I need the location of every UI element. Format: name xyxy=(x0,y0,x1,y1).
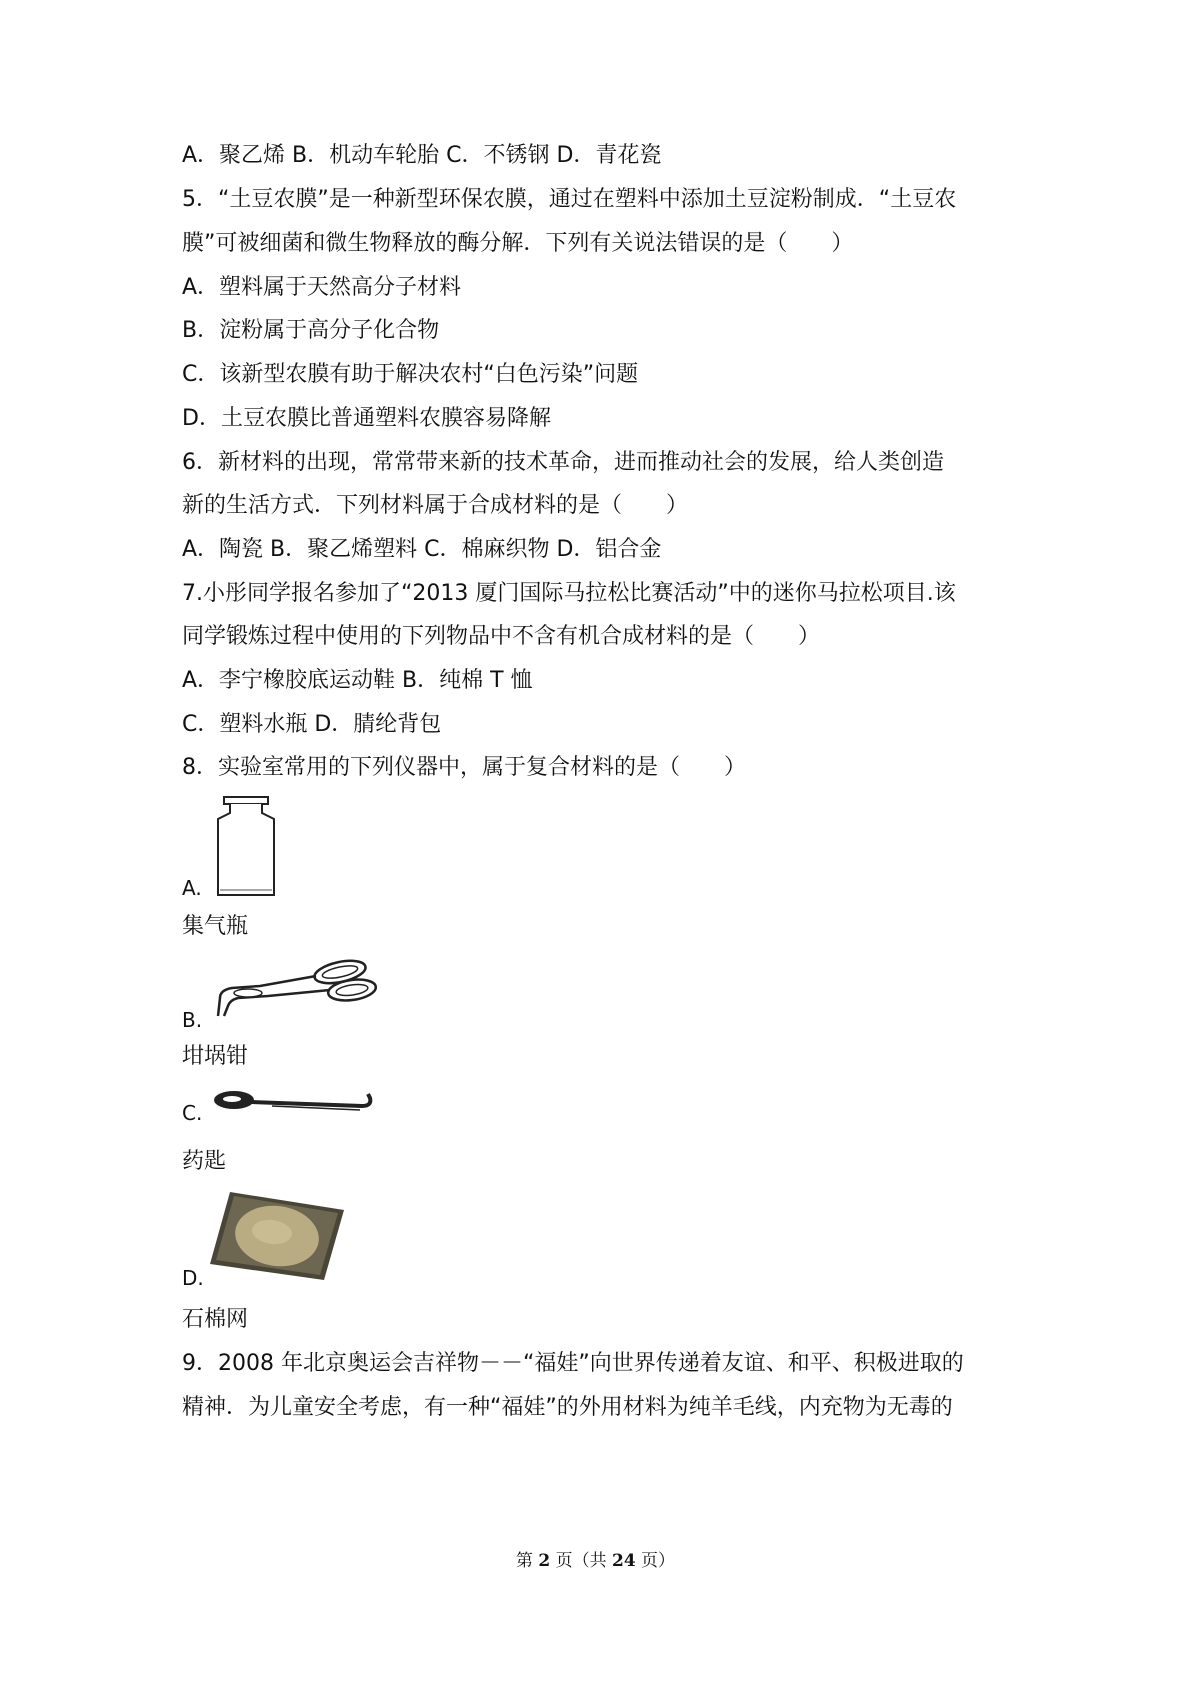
q8-option-c-caption: 药匙 xyxy=(182,1149,227,1174)
question-7-stem: 7.小彤同学报名参加了“2013 厦门国际马拉松比赛活动”中的迷你马拉松项目.该 xyxy=(182,581,956,606)
question-9-stem-cont: 精神．为儿童安全考虑，有一种“福娃”的外用材料为纯羊毛线，内充物为无毒的 xyxy=(182,1395,953,1420)
page-total: 24 xyxy=(611,1551,636,1571)
asbestos-gauze-icon xyxy=(208,1190,346,1282)
question-6-options: A．陶瓷 B．聚乙烯塑料 C．棉麻织物 D．铝合金 xyxy=(182,537,662,562)
question-5-option-d: D．土豆农膜比普通塑料农膜容易降解 xyxy=(182,406,551,431)
page-footer: 第 2 页（共 24 页） xyxy=(515,1551,676,1571)
q8-option-a-letter: A. xyxy=(182,876,202,900)
q8-option-a-caption: 集气瓶 xyxy=(182,914,249,939)
question-5-option-a: A．塑料属于天然高分子材料 xyxy=(182,275,462,300)
medicine-spoon-icon xyxy=(212,1084,380,1118)
question-5-option-c: C．该新型农膜有助于解决农村“白色污染”问题 xyxy=(182,362,639,387)
question-8-stem: 8．实验室常用的下列仪器中，属于复合材料的是（ ） xyxy=(182,755,746,780)
q8-option-d-letter: D. xyxy=(182,1266,204,1290)
question-6-stem-cont: 新的生活方式．下列材料属于合成材料的是（ ） xyxy=(182,493,689,518)
crucible-tongs-icon xyxy=(212,952,380,1018)
gas-collecting-bottle-icon xyxy=(210,795,282,899)
q8-option-b-caption: 坩埚钳 xyxy=(182,1044,249,1069)
q8-option-c-letter: C. xyxy=(182,1101,203,1125)
q8-option-d-caption: 石棉网 xyxy=(182,1307,249,1332)
question-5-stem-cont: 膜”可被细菌和微生物释放的酶分解．下列有关说法错误的是（ ） xyxy=(182,231,854,256)
question-7-options-ab: A．李宁橡胶底运动鞋 B．纯棉 T 恤 xyxy=(182,668,533,693)
question-9-stem: 9．2008 年北京奥运会吉祥物－－“福娃”向世界传递着友谊、和平、积极进取的 xyxy=(182,1351,964,1376)
q8-option-b-letter: B. xyxy=(182,1008,203,1032)
question-7-options-cd: C．塑料水瓶 D．腈纶背包 xyxy=(182,712,442,737)
text-line: A．聚乙烯 B．机动车轮胎 C．不锈钢 D．青花瓷 xyxy=(182,143,662,168)
page-number: 2 xyxy=(538,1551,551,1571)
question-5-option-b: B．淀粉属于高分子化合物 xyxy=(182,318,440,343)
question-7-stem-cont: 同学锻炼过程中使用的下列物品中不含有机合成材料的是（ ） xyxy=(182,624,821,649)
question-5-stem: 5．“土豆农膜”是一种新型环保农膜，通过在塑料中添加土豆淀粉制成．“土豆农 xyxy=(182,187,957,212)
question-6-stem: 6．新材料的出现，常常带来新的技术革命，进而推动社会的发展，给人类创造 xyxy=(182,450,944,475)
